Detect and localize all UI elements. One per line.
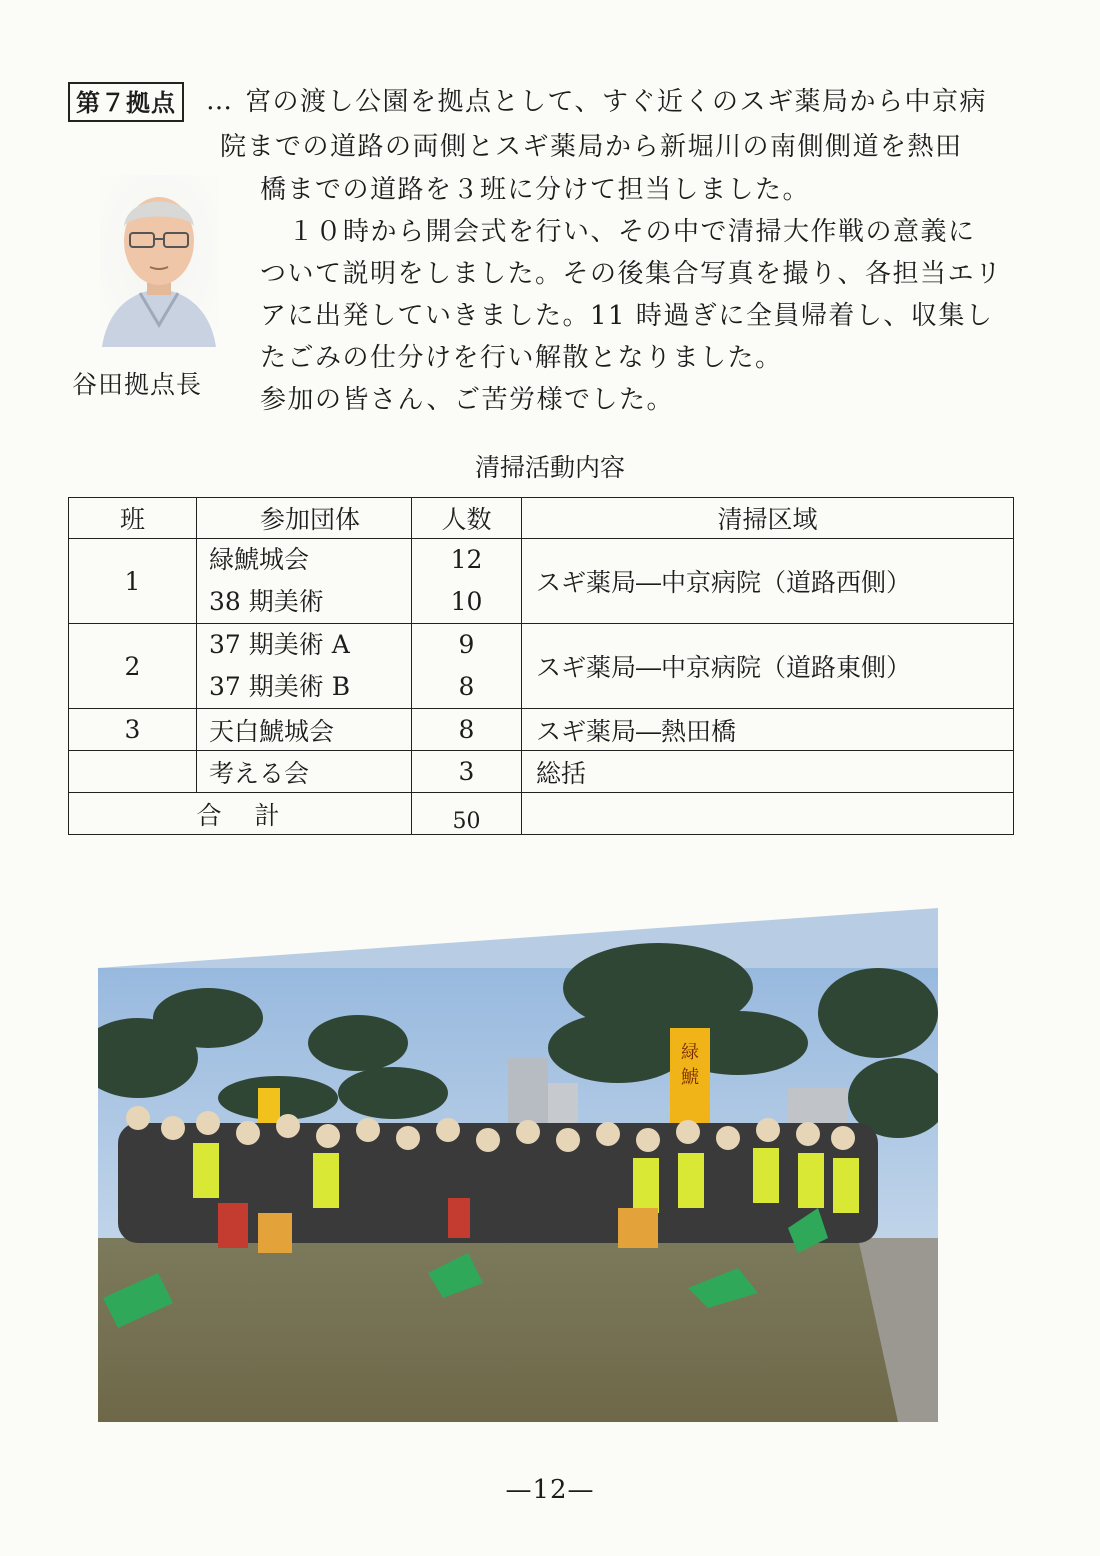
cell-groups: 考える会 [197,751,412,793]
portrait-photo [100,175,218,347]
table-title: 清掃活動内容 [474,453,625,482]
cell-han: 3 [69,709,197,751]
group-name: 37 期美術 A [209,630,350,659]
count-value: 12 [450,545,483,574]
body-line: たごみの仕分けを行い解散となりました。 [260,343,783,373]
cell-area: スギ薬局―熱田橋 [522,709,1014,751]
group-photo [98,908,938,1422]
group-name: 37 期美術 B [209,672,351,701]
body-line: ついて説明をしました。その後集合写真を撮り、各担当エリ [260,259,1003,289]
header-group: 参加団体 [197,498,412,539]
cell-area: 総括 [522,751,1014,793]
body-line: １０時から開会式を行い、その中で清掃大作戦の意義に [288,217,976,247]
portrait-caption: 谷田拠点長 [72,370,203,399]
body-line: 橋までの道路を３班に分けて担当しました。 [260,175,811,205]
body-line: アに出発していきました。11 時過ぎに全員帰着し、収集し [260,301,994,331]
count-value: 3 [412,751,522,793]
header-area: 清掃区域 [522,498,1014,539]
group-name: 38 期美術 [209,587,324,616]
body-line: 宮の渡し公園を拠点として、すぐ近くのスギ薬局から中京病 [245,87,987,117]
cell-groups [197,539,412,624]
cell-counts [412,624,522,709]
svg-text:鯱: 鯱 [681,1067,699,1088]
page-number: —12— [505,1475,595,1505]
cell-han: 2 [69,624,197,709]
cell-groups: 天白鯱城会 [197,709,412,751]
header-count: 人数 [412,498,522,539]
table-row [69,539,1014,624]
count-value: 8 [458,672,475,701]
count-value: 9 [458,630,475,659]
cell-counts [412,539,522,624]
banner-text: 緑 [681,1042,699,1063]
count-value: 8 [412,709,522,751]
activity-table [68,497,1014,835]
body-line: 院までの道路の両側とスギ薬局から新堀川の南側側道を熱田 [220,132,963,162]
table-total-row [69,793,1014,835]
table-row [69,624,1014,709]
cell-han [69,751,197,793]
total-value: 50 [412,793,522,835]
table-header-row [69,498,1014,539]
base-label: 第７拠点 [68,82,184,122]
cell-empty [522,793,1014,835]
body-line: 参加の皆さん、ご苦労様でした。 [260,385,675,415]
ellipsis: … [206,86,232,116]
count-value: 10 [450,587,483,616]
cell-area: スギ薬局―中京病院（道路東側） [522,624,1014,709]
table-row [69,751,1014,793]
table-row [69,709,1014,751]
cell-groups [197,624,412,709]
header-han: 班 [69,498,197,539]
cell-area: スギ薬局―中京病院（道路西側） [522,539,1014,624]
total-label: 合 計 [69,793,412,835]
cell-han: 1 [69,539,197,624]
group-name: 緑鯱城会 [209,545,310,574]
